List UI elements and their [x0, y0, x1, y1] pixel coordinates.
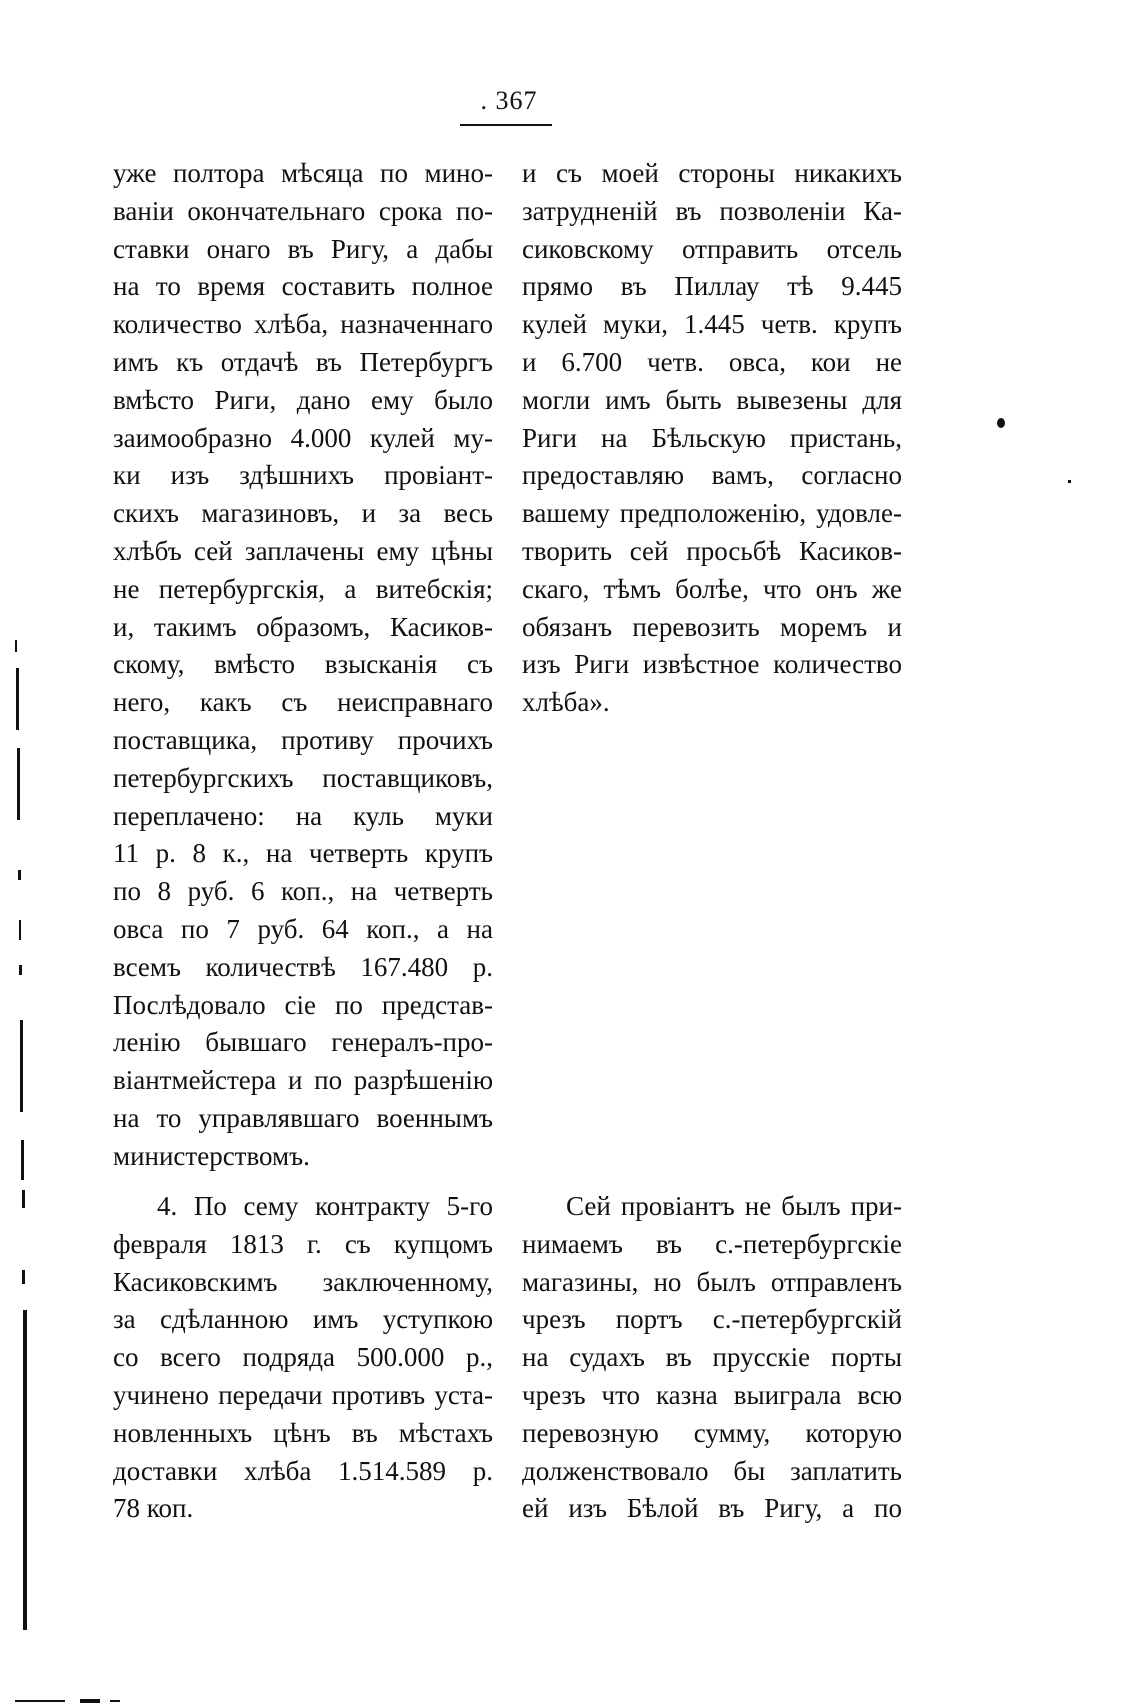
text-line: количество хлѣба, назначеннаго: [113, 309, 493, 340]
text-line: ки изъ здѣшнихъ провіант-: [113, 460, 493, 491]
text-line: сиковскому отправить отсель: [522, 233, 902, 264]
text-line: обязанъ перевозить моремъ и: [522, 611, 902, 642]
text-line: на то время составить полное: [113, 271, 493, 302]
text-line: затрудненій въ позволеніи Ка-: [522, 195, 902, 226]
scan-margin-mark: [15, 1700, 65, 1702]
text-line: чрезъ что казна выиграла всю: [522, 1379, 902, 1410]
text-line: прямо въ Пиллау тѣ 9.445: [522, 271, 902, 302]
text-line: и съ моей стороны никакихъ: [522, 158, 902, 188]
text-line: него, какъ съ неисправнаго: [113, 687, 493, 718]
text-line: и 6.700 четв. овса, кои не: [522, 346, 902, 377]
text-line: вашему предположенію, удовле-: [522, 498, 902, 529]
scan-margin-mark: [15, 640, 17, 652]
left-column-bottom: [113, 1188, 493, 1528]
text-line: ленію бывшаго генералъ-про-: [113, 1027, 493, 1058]
text-line: на то управлявшаго военнымъ: [113, 1102, 493, 1133]
text-line: по 8 руб. 6 коп., на четверть: [113, 876, 493, 907]
scan-margin-mark: [19, 965, 22, 975]
text-line: магазины, но былъ отправленъ: [522, 1266, 902, 1297]
text-line: 11 р. 8 к., на четверть крупъ: [113, 838, 493, 869]
scan-margin-mark: [110, 1700, 120, 1702]
text-line: творить сей просьбѣ Касиков-: [522, 535, 902, 566]
text-line: за сдѣланною имъ уступкою: [113, 1304, 493, 1335]
text-line: изъ Риги извѣстное количество: [522, 649, 902, 680]
text-line: долженствовало бы заплатить: [522, 1455, 902, 1486]
text-line: и, такимъ образомъ, Касиков-: [113, 611, 493, 642]
left-column-top: [113, 155, 493, 1176]
text-line: Касиковскимъ заключенному,: [113, 1266, 493, 1297]
text-line: министерствомъ.: [113, 1140, 310, 1171]
scan-speck: [1068, 480, 1071, 483]
text-line: хлѣбъ сей заплачены ему цѣны: [113, 535, 493, 566]
scan-margin-mark: [20, 1020, 23, 1112]
text-line: не петербургскія, а витебскія;: [113, 573, 493, 604]
scan-margin-mark: [22, 1190, 25, 1208]
text-line: уже полтора мѣсяца по мино-: [113, 158, 493, 188]
text-line: скихъ магазиновъ, и за весь: [113, 498, 493, 529]
text-line: новленныхъ цѣнъ въ мѣстахъ: [113, 1417, 493, 1448]
text-line: доставки хлѣба 1.514.589 р.: [113, 1455, 493, 1486]
text-line: ваніи окончательнаго срока по-: [113, 195, 493, 226]
text-line: всемъ количествѣ 167.480 р.: [113, 951, 493, 982]
text-line: со всего подряда 500.000 р.,: [113, 1342, 493, 1373]
text-line: февраля 1813 г. съ купцомъ: [113, 1228, 493, 1259]
right-column-top: [522, 155, 902, 722]
text-line: ей изъ Бѣлой въ Ригу, а по: [522, 1493, 902, 1524]
scan-margin-mark: [22, 1270, 25, 1284]
scan-margin-mark: [17, 748, 20, 820]
scan-speck: [997, 418, 1005, 428]
text-line: перевозную сумму, которую: [522, 1417, 902, 1448]
text-line: віантмейстера и по разрѣшенію: [113, 1065, 493, 1096]
text-line: кулей муки, 1.445 четв. крупъ: [522, 309, 902, 340]
text-line: скому, вмѣсто взысканія съ: [113, 649, 493, 680]
text-line: овса по 7 руб. 64 коп., а на: [113, 913, 493, 944]
scan-margin-mark: [21, 1140, 24, 1180]
scan-margin-mark: [16, 668, 19, 730]
scan-margin-mark: [18, 870, 21, 880]
scan-margin-mark: [80, 1699, 100, 1703]
page-number: . 367: [480, 86, 538, 115]
text-line: учинено передачи противъ уста-: [113, 1379, 493, 1410]
scan-margin-mark: [23, 1310, 27, 1630]
text-line: предоставляю вамъ, согласно: [522, 460, 902, 491]
page-number-rule: [460, 124, 552, 126]
text-line: нимаемъ въ с.-петербургскіе: [522, 1228, 902, 1259]
text-line: Сей провіантъ не былъ при-: [566, 1191, 902, 1221]
text-line: переплачено: на куль муки: [113, 800, 493, 831]
text-line: хлѣба».: [522, 687, 610, 718]
text-line: чрезъ портъ с.-петербургскій: [522, 1304, 902, 1335]
text-line: петербургскихъ поставщиковъ,: [113, 762, 493, 793]
text-line: ставки онаго въ Ригу, а дабы: [113, 233, 493, 264]
text-line: на судахъ въ прусскіе порты: [522, 1342, 902, 1373]
text-line: вмѣсто Риги, дано ему было: [113, 384, 493, 415]
text-line: могли имъ быть вывезены для: [522, 384, 902, 415]
text-line: Послѣдовало сіе по представ-: [113, 989, 493, 1020]
text-line: Риги на Бѣльскую пристань,: [522, 422, 902, 453]
text-line: имъ къ отдачѣ въ Петербургъ: [113, 346, 493, 377]
text-line: поставщика, противу прочихъ: [113, 724, 493, 755]
right-column-bottom: [522, 1188, 902, 1528]
text-line: заимообразно 4.000 кулей му-: [113, 422, 493, 453]
text-line: 4. По сему контракту 5-го: [157, 1191, 493, 1221]
text-line: 78 коп.: [113, 1493, 194, 1524]
scan-margin-mark: [19, 920, 21, 940]
text-line: скаго, тѣмъ болѣе, что онъ же: [522, 573, 902, 604]
